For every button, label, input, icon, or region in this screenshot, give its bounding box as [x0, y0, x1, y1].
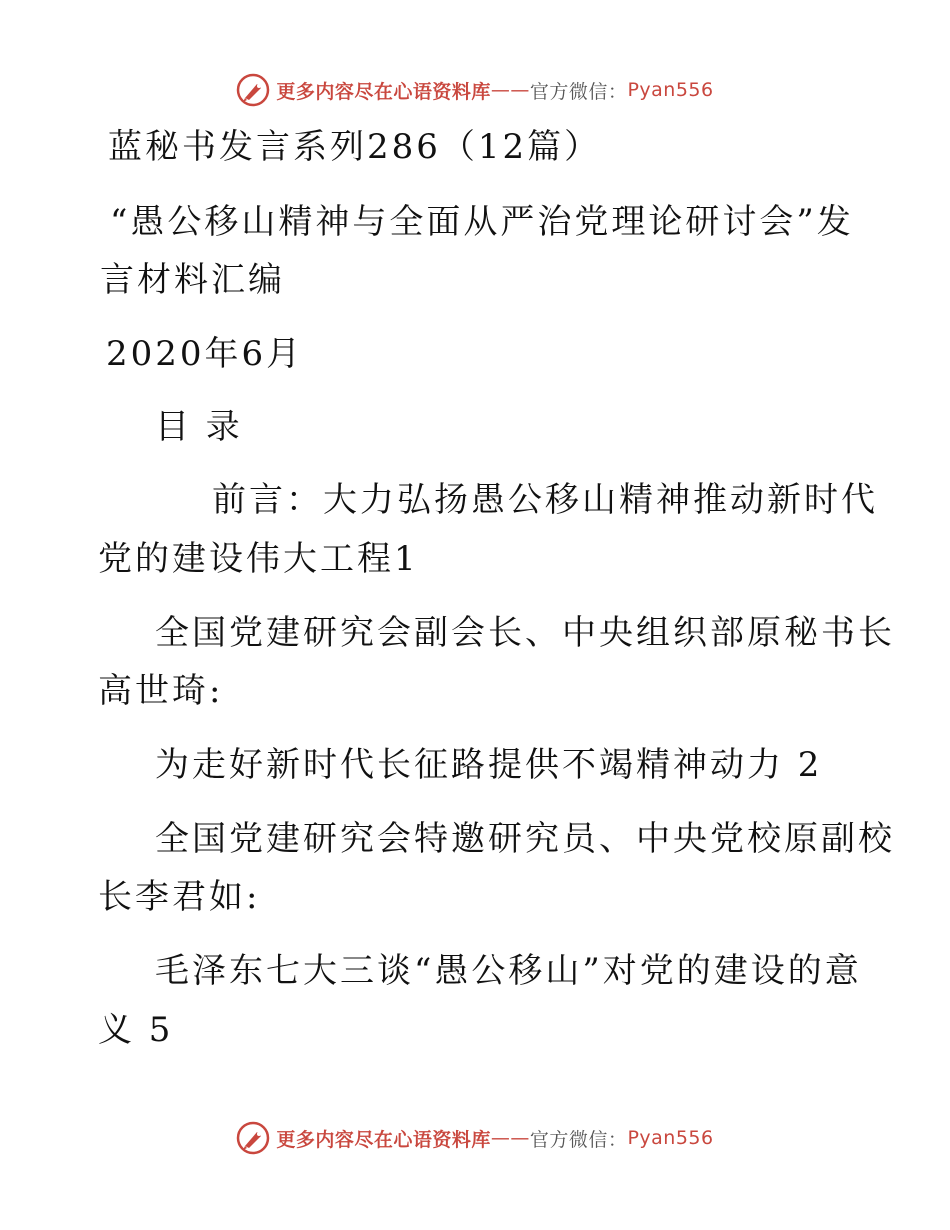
watermark-wechat-id: Pyan556: [627, 79, 714, 101]
watermark-banner-top: [0, 70, 950, 110]
series-title: 蓝秘书发言系列286（12篇）: [108, 127, 602, 167]
watermark-dash: ——: [490, 79, 530, 101]
toc-line: 高世琦:: [98, 671, 224, 711]
watermark-wechat-id: Pyan556: [627, 1127, 714, 1149]
toc-line: 义 5: [98, 1010, 174, 1050]
toc-line: 毛泽东七大三谈“愚公移山”对党的建设的意: [155, 951, 862, 991]
toc-line: 党的建设伟大工程1: [98, 539, 419, 579]
watermark-label: 官方微信：: [529, 1128, 628, 1151]
fountain-pen-logo-icon: [236, 1121, 270, 1155]
watermark-label: 官方微信：: [529, 80, 628, 103]
watermark-banner-bottom: [0, 1118, 950, 1158]
watermark-dash: ——: [490, 1127, 530, 1149]
fountain-pen-logo-icon: [236, 73, 270, 107]
toc-line: 长李君如:: [98, 877, 261, 917]
main-title-line-2: 言材料汇编: [100, 260, 285, 300]
toc-line: 前言：大力弘扬愚公移山精神推动新时代: [212, 480, 878, 520]
main-title-line-1: “愚公移山精神与全面从严治党理论研讨会”发: [110, 202, 854, 242]
toc-heading: 目 录: [155, 407, 243, 447]
toc-line: 全国党建研究会副会长、中央组织部原秘书长: [155, 613, 895, 653]
watermark-main-text: 更多内容尽在心语资料库: [276, 80, 491, 103]
toc-line: 全国党建研究会特邀研究员、中央党校原副校: [155, 819, 895, 859]
toc-line: 为走好新时代长征路提供不竭精神动力 2: [155, 745, 823, 785]
watermark-main-text: 更多内容尽在心语资料库: [276, 1128, 491, 1151]
document-date: 2020年6月: [106, 334, 304, 374]
